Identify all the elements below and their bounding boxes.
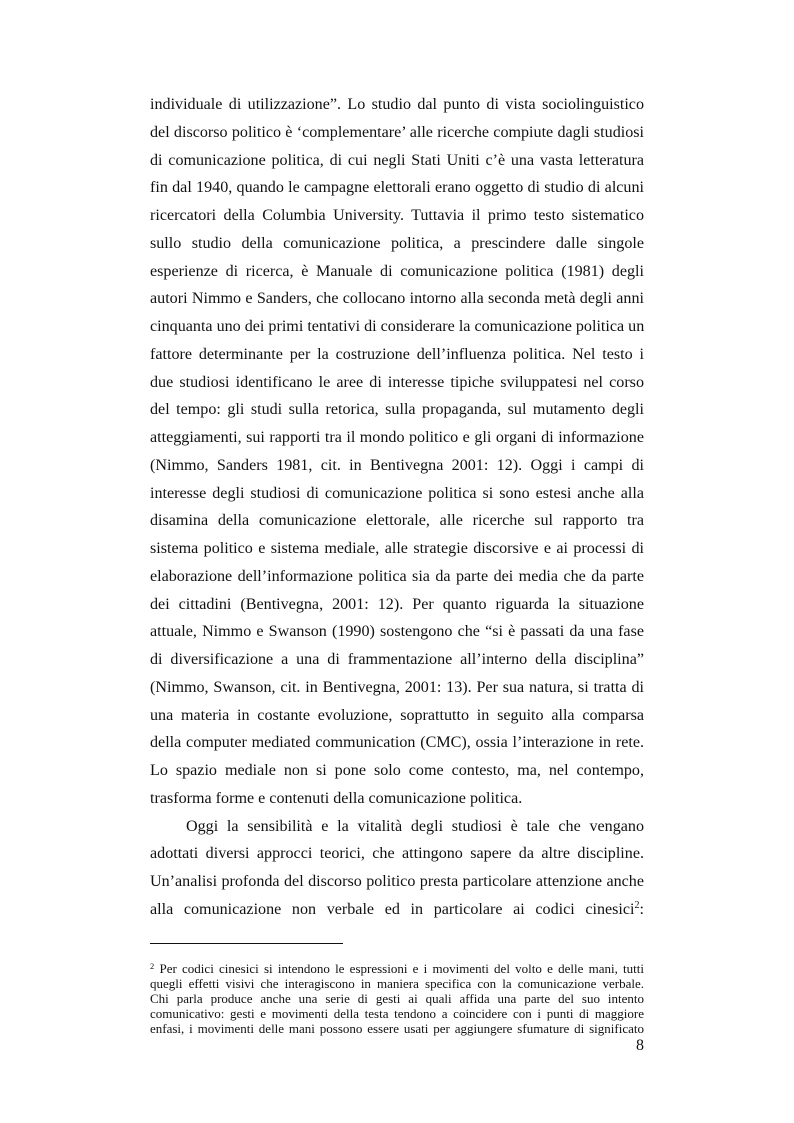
text-line: di comunicazione politica, di cui negli Stati Uniti c’è una vasta letteratura [150,151,644,169]
page-number: 8 [636,1037,644,1054]
text-line: fattore determinante per la costruzione dell’influenza politica. Nel testo i [150,345,644,363]
paragraph-end-line: trasforma forme e contenuti della comunicazione politica. [150,789,523,807]
footnote-line: enfasi, i movimenti delle mani possono essere usati per aggiungere sfumature di significato [150,1021,644,1036]
text-line: esperienze di ricerca, è Manuale di comunicazione politica (1981) degli [150,262,644,280]
text-line: sullo studio della comunicazione politica, a prescindere dalle singole [150,234,644,252]
footnote [150,961,644,1036]
text-line: una materia in costante evoluzione, soprattutto in seguito alla comparsa [150,706,644,724]
footnote-line [150,961,644,976]
text-line: cinquanta uno dei primi tentativi di considerare la comunicazione politica un [150,318,645,335]
text-line: Un’analisi profonda del discorso politico presta particolare attenzione anche [150,873,644,890]
footnote-line: Chi parla produce anche una serie di gesti ai quali affida una parte del suo intento [150,991,644,1006]
text-line: autori Nimmo e Sanders, che collocano intorno alla seconda metà degli anni [150,290,644,308]
footnote-line: quegli effetti visivi che interagiscono in maniera specifica con la comunicazione verbale. [150,976,644,991]
text-line: fin dal 1940, quando le campagne elettorali erano oggetto di studio di alcuni [150,179,644,197]
text-line-with-footnote-ref [150,896,644,924]
text-line: del tempo: gli studi sulla retorica, sulla propaganda, sul mutamento degli [150,401,644,419]
text-line: ricercatori della Columbia University. Tuttavia il primo testo sistematico [150,207,644,224]
text-line: attuale, Nimmo e Swanson (1990) sostengono che “si è passati da una fase [150,623,644,641]
footnote-marker: 2 [150,961,155,971]
text-fragment: : [639,900,644,918]
footnote-separator [150,943,343,944]
text-line: del discorso politico è ‘complementare’ alle ricerche compiute dagli studiosi [150,123,644,141]
text-line: (Nimmo, Swanson, cit. in Bentivegna, 2001: 13). Per sua natura, si tratta di [150,678,644,696]
text-line: adottati diversi approcci teorici, che attingono sapere da altre discipline. [150,845,644,863]
paragraph-start-line: Oggi la sensibilità e la vitalità degli studiosi è tale che vengano [186,817,644,835]
text-line: (Nimmo, Sanders 1981, cit. in Bentivegna 2001: 12). Oggi i campi di [150,456,644,474]
text-fragment: Per codici cinesici si intendono le espressioni e i movimenti del volto e delle mani, tutti [159,961,645,976]
text-line: atteggiamenti, sui rapporti tra il mondo politico e gli organi di informazione [150,429,644,446]
text-line: di diversificazione a una di frammentazione all’interno della disciplina” [150,651,644,668]
text-line: disamina della comunicazione elettorale, alle ricerche sul rapporto tra [150,512,644,530]
body-text [150,91,644,924]
footnote-reference: 2 [634,899,640,911]
text-line: dei cittadini (Bentivegna, 2001: 12). Per quanto riguarda la situazione [150,595,644,613]
text-line: elaborazione dell’informazione politica sia da parte dei media che da parte [150,567,644,585]
text-line: Lo spazio mediale non si pone solo come contesto, ma, nel contempo, [150,762,644,779]
text-line: sistema politico e sistema mediale, alle strategie discorsive e ai processi di [150,540,644,557]
text-line: della computer mediated communication (CMC), ossia l’interazione in rete. [150,734,644,752]
footnote-line: comunicativo: gesti e movimenti della testa tendono a coincidere con i punti di maggiore [150,1006,644,1021]
text-line: interesse degli studiosi di comunicazione politica si sono estesi anche alla [150,484,644,502]
text-line: due studiosi identificano le aree di interesse tipiche sviluppatesi nel corso [150,373,644,391]
text-fragment: alla comunicazione non verbale ed in particolare ai codici cinesici [150,900,635,918]
text-line: individuale di utilizzazione”. Lo studio dal punto di vista sociolinguistico [150,96,644,113]
